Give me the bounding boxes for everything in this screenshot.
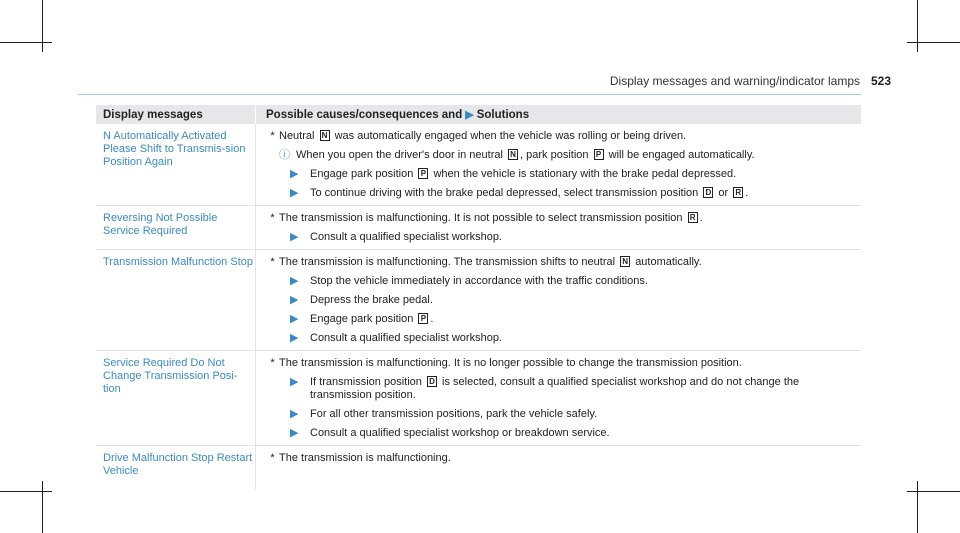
gear-n-icon: N [620,256,630,267]
step-text: Engage park position [310,313,414,325]
play-arrow-icon: ▶ [290,332,299,344]
play-arrow-icon: ▶ [290,187,299,199]
gear-d-icon: D [427,376,437,387]
play-arrow-icon: ▶ [290,408,299,420]
table-header-row [96,105,861,124]
step-text: is selected, consult a qualified specialist workshop and do not change the transmission position. [310,376,800,401]
gear-p-icon: P [418,313,428,324]
step-text: For all other transmission positions, park the vehicle safely. [310,408,598,420]
cause-cell: * The transmission is malfunctioning. The transmission shifts to neutral N automatically. ▶ Stop the vehicle immediately in accordance with the traffic conditions. ▶ Depress the brake pedal. ▶ Engage park position P . ▶ Consult a qualified specialist workshop. [256,250,862,351]
step-text: If transmission position [310,376,422,388]
cause-cell [256,351,862,446]
step-text: Consult a qualified specialist workshop or breakdown service. [310,427,610,439]
step-text: Consult a qualified specialist workshop. [310,231,502,243]
play-arrow-icon: ▶ [290,376,299,388]
play-arrow-icon: ▶ [290,275,299,287]
gear-n-icon: N [320,130,330,141]
table-row [96,206,861,250]
play-arrow-icon: ▶ [290,294,299,306]
asterisk-icon: * [270,452,275,464]
crop-mark [42,0,43,52]
display-messages-table [96,105,861,489]
table-row [96,446,861,490]
info-icon: ⓘ [279,149,290,161]
gear-p-icon: P [594,149,604,160]
display-message: Reversing Not Possible Service Required [96,206,256,250]
play-arrow-icon: ▶ [290,313,299,325]
crop-mark [0,491,52,492]
crop-mark [42,481,43,533]
step-text: Stop the vehicle immediately in accordance with the traffic conditions. [310,275,648,287]
table-row [96,351,861,446]
play-arrow-icon: ▶ [465,109,474,121]
cause-text: automatically. [635,256,702,268]
play-arrow-icon: ▶ [290,427,299,439]
asterisk-icon: * [270,130,275,142]
column-header-messages: Display messages [96,105,256,124]
table-row [96,124,861,206]
cause-cell: * The transmission is malfunctioning. It is not possible to select transmission position R . ▶ Consult a qualified specialist workshop. [256,206,862,250]
display-message: Drive Malfunction Stop Restart Vehicle [103,452,253,477]
column-header-causes [256,105,862,124]
header-causes-label: Possible causes/consequences and [266,109,463,121]
step-text: Depress the brake pedal. [310,294,433,306]
crop-mark [907,491,960,492]
step-text: To continue driving with the brake pedal depressed, select transmission position [310,187,699,199]
section-title: Display messages and warning/indicator lamps [609,74,860,88]
gear-d-icon: D [703,187,713,198]
play-arrow-icon: ▶ [290,168,299,180]
cause-text: was automatically engaged when the vehicle was rolling or being driven. [334,130,687,142]
table-row [96,250,861,351]
cause-text: The transmission is malfunctioning. It is no longer possible to change the transmission position. [279,357,742,369]
cause-text: The transmission is malfunctioning. It is not possible to select transmission position [279,212,683,224]
page-number: 523 [871,74,892,88]
crop-mark [907,42,960,43]
crop-mark [917,0,918,52]
note-text: will be engaged automatically. [608,149,755,161]
cause-text: Neutral [279,130,315,142]
header-solutions-label: Solutions [476,109,530,121]
note-text: , park position [520,149,589,161]
gear-r-icon: R [733,187,743,198]
display-message: Service Required Do Not Change Transmission Posi-tion [96,351,256,446]
step-text: when the vehicle is stationary with the brake pedal depressed. [433,168,737,180]
step-text: Consult a qualified specialist workshop. [310,332,502,344]
play-arrow-icon: ▶ [290,231,299,243]
asterisk-icon: * [270,357,275,369]
step-text: or [718,187,729,199]
cause-cell [256,446,862,490]
gear-r-icon: R [688,212,698,223]
asterisk-icon: * [270,256,275,268]
crop-mark [917,481,918,533]
cause-text: The transmission is malfunctioning. The transmission shifts to neutral [279,256,616,268]
crop-mark [0,42,52,43]
display-message: Transmission Malfunction Stop [96,250,256,351]
gear-n-icon: N [508,149,518,160]
cause-text: The transmission is malfunctioning. [279,452,451,464]
cause-cell: * Neutral N was automatically engaged when the vehicle was rolling or being driven. ⓘ When you open the driver's door in neutral N , park position P will be engaged automatically. ▶ Engage park position P when the vehicle is stationary with the brake pedal depressed. ▶ To continue driving with the brake pedal depressed, select transmission position D or R . [256,124,862,206]
gear-p-icon: P [418,168,428,179]
asterisk-icon: * [270,212,275,224]
step-text: Engage park position [310,168,414,180]
header-divider [78,94,861,95]
display-message: N Automatically Activated Please Shift to Transmis-sion Position Again [96,124,256,206]
note-text: When you open the driver's door in neutral [296,149,503,161]
